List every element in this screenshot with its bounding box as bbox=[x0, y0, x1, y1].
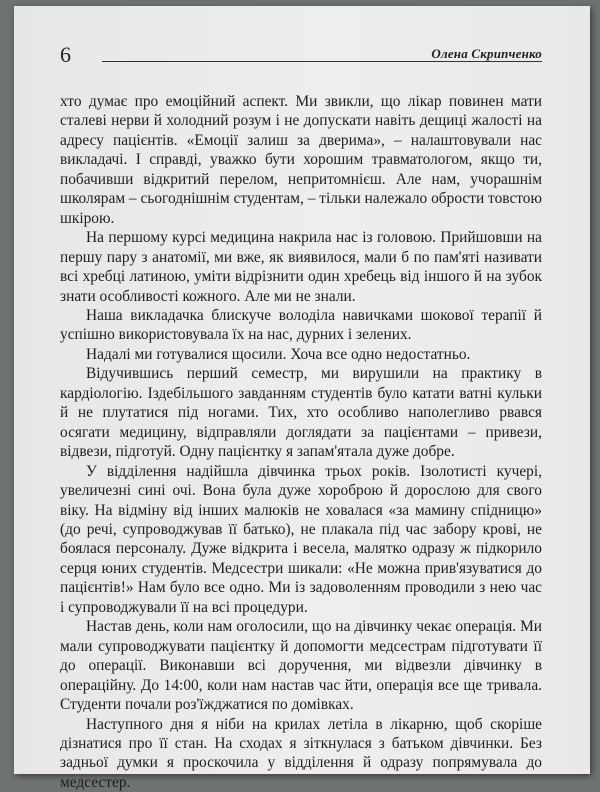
paragraph: Наступного дня я ніби на крилах летіла в лікарню, щоб скоріше дізнатися про її стан. На сходах я зіткнулася з батьком дівчинки. Без задньої думки я проскочила у відділення й одразу попрямувала до медсестер. bbox=[60, 715, 542, 792]
paragraph: Надалі ми готувалися щосили. Хоча все одно недостатньо. bbox=[60, 345, 542, 364]
book-page bbox=[14, 6, 590, 774]
page-number: 6 bbox=[60, 42, 71, 68]
paragraph: У відділення надійшла дівчинка трьох років. Ізолотисті кучері, увеличезні сині очі. Вона була дуже хороброю й дорослою для свого віку. На відміну від інших малюків не ховалася «за мамину спідницю» (до речі, супроводжував її батько), не плакала під час забору крові, не боялася персоналу. Дуже відкрита і весела, малятко одразу ж підкорило серця юних студентів. Медсестри шикали: «Не можна прив'язуватися до пацієнтів!» Нам було все одно. Ми із задоволенням проводили з нею час і супроводжували її на всі процедури. bbox=[60, 462, 542, 618]
running-head-author: Олена Скрипченко bbox=[431, 46, 542, 62]
paragraph: Відучившись перший семестр, ми вирушили на практику в кардіологію. Іздебільшого завданням студентів було катати ватні кульки й не плутатися під ногами. Тих, хто особливо наполегливо рвався осягати медицину, відправляли доглядати за пацієнтами – привези, відвези, підготуй. Одну пацієнтку я запам'ятала дуже добре. bbox=[60, 364, 542, 461]
body-text bbox=[60, 92, 542, 792]
paragraph: На першому курсі медицина накрила нас із головою. Прийшовши на першу пару з анатомії, ми вже, як виявилося, мали б по пам'яті називати всі хребці латиною, уміти відрізнити один хребець від іншого й на зубок знати особливості кожного. Але ми не знали. bbox=[60, 228, 542, 306]
paragraph: Наша викладачка блискуче володіла навичками шокової терапії й успішно використовувала їх на нас, дурних і зелених. bbox=[60, 306, 542, 345]
paragraph: хто думає про емоційний аспект. Ми звикли, що лікар повинен мати сталеві нерви й холодний розум і не допускати навіть дещиці жалості на адресу пацієнтів. «Емоції залиш за дверима», – налаштовували нас викладачі. І справді, уважко бути хорошим травматологом, якщо ти, побачивши відкритий перелом, непритомнієш. Але нам, учорашнім школярам – сьогоднішнім студентам, – тільки належало обрости товстою шкірою. bbox=[60, 92, 542, 228]
paragraph: Настав день, коли нам оголосили, що на дівчинку чекає операція. Ми мали супроводжувати пацієнтку й допомогти медсестрам підготувати її до операції. Виконавши всі доручення, ми відвезли дівчинку в операційну. До 14:00, коли нам настав час йти, операція все ще тривала. Студенти почали роз'їжджатися по домівках. bbox=[60, 617, 542, 714]
